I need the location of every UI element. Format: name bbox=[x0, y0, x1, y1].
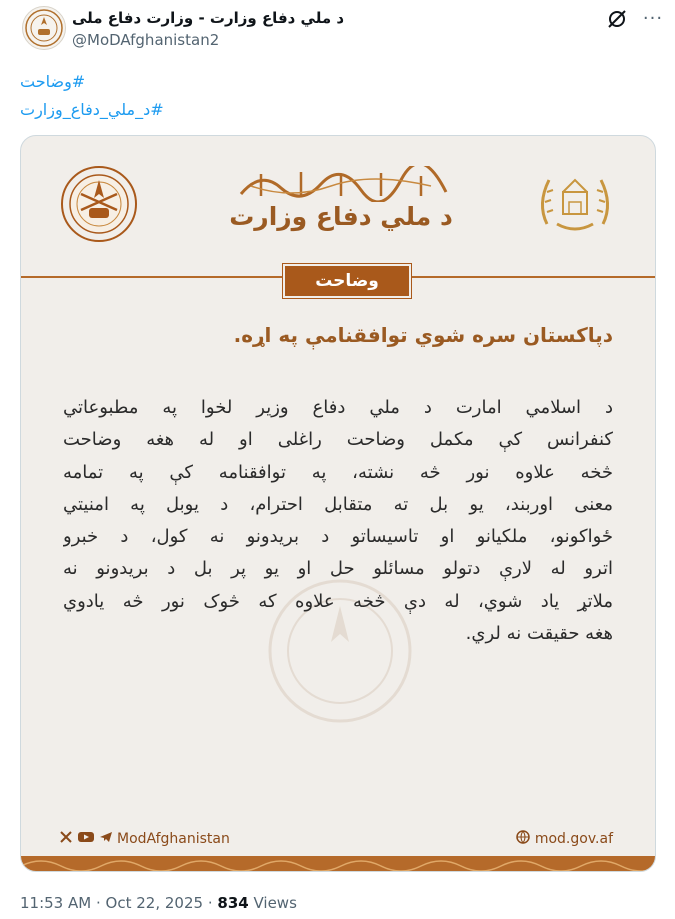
ministry-title: د ملي دفاع وزارت bbox=[229, 202, 453, 231]
website-text: mod.gov.af bbox=[534, 831, 613, 847]
body-line: ملاتړ ياد شوي، له دې څخه علاوه که څوک نور څه يادوي bbox=[63, 590, 613, 612]
globe-icon bbox=[516, 830, 530, 848]
statement-body bbox=[63, 392, 613, 650]
national-emblem-icon bbox=[533, 164, 617, 244]
decorative-pattern bbox=[21, 856, 655, 871]
author-name[interactable]: د ملي دفاع وزارت - وزارت دفاع ملی bbox=[72, 9, 345, 27]
calligraphy-logo-icon bbox=[231, 166, 461, 202]
body-line: ځواکونو، ملکيانو او تاسيساتو د بريدونو نه کول، د خبرو bbox=[63, 526, 613, 548]
statement-subtitle: دپاکستان سره شوي توافقنامې په اړه. bbox=[233, 323, 613, 347]
views-count: 834 bbox=[217, 894, 249, 912]
tweet-header bbox=[0, 0, 675, 60]
body-line: د اسلامي امارت د ملي دفاع وزير لخوا په مطبوعاتي bbox=[63, 397, 613, 418]
meta-separator: · bbox=[95, 894, 101, 912]
card-footer bbox=[21, 826, 655, 852]
more-icon[interactable]: ··· bbox=[642, 7, 664, 29]
statement-label: وضاحت bbox=[283, 264, 411, 298]
views-label: Views bbox=[253, 894, 297, 912]
body-line: کنفرانس کې مکمل وضاحت راغلی او له هغه وضاحت bbox=[63, 429, 613, 451]
youtube-icon bbox=[77, 830, 95, 848]
tweet-metadata bbox=[20, 894, 297, 912]
telegram-icon bbox=[99, 830, 113, 848]
hashtag-link[interactable]: #د_ملي_دفاع_وزارت bbox=[20, 100, 164, 119]
press-release-image bbox=[21, 136, 655, 871]
author-avatar[interactable] bbox=[22, 6, 66, 50]
tweet-time[interactable]: 11:53 AM bbox=[20, 894, 92, 912]
media-image[interactable] bbox=[20, 135, 656, 872]
body-line: هغه حقيقت نه لري. bbox=[465, 623, 613, 645]
body-line: څخه علاوه نور څه نشته، په توافقنامه کې په تمامه bbox=[63, 461, 613, 483]
army-emblem-icon bbox=[59, 164, 139, 244]
body-line: اترو له لارې دتولو مسائلو حل او يو پر بل د بريدونو نه bbox=[63, 558, 613, 580]
grok-icon[interactable] bbox=[606, 8, 628, 30]
author-handle[interactable]: @MoDAfghanistan2 bbox=[72, 31, 220, 49]
x-logo-icon bbox=[59, 830, 73, 848]
hashtag-list bbox=[20, 68, 164, 124]
hashtag-link[interactable]: #وضاحت bbox=[20, 72, 86, 91]
social-links bbox=[59, 830, 230, 848]
meta-separator: · bbox=[207, 894, 213, 912]
website-link bbox=[516, 830, 613, 848]
social-handle: ModAfghanistan bbox=[117, 831, 230, 847]
body-line: معنی اوربند، يو بل ته متقابل احترام، د يوبل په امنيتي bbox=[63, 493, 613, 515]
tweet-date[interactable]: Oct 22, 2025 bbox=[105, 894, 204, 912]
